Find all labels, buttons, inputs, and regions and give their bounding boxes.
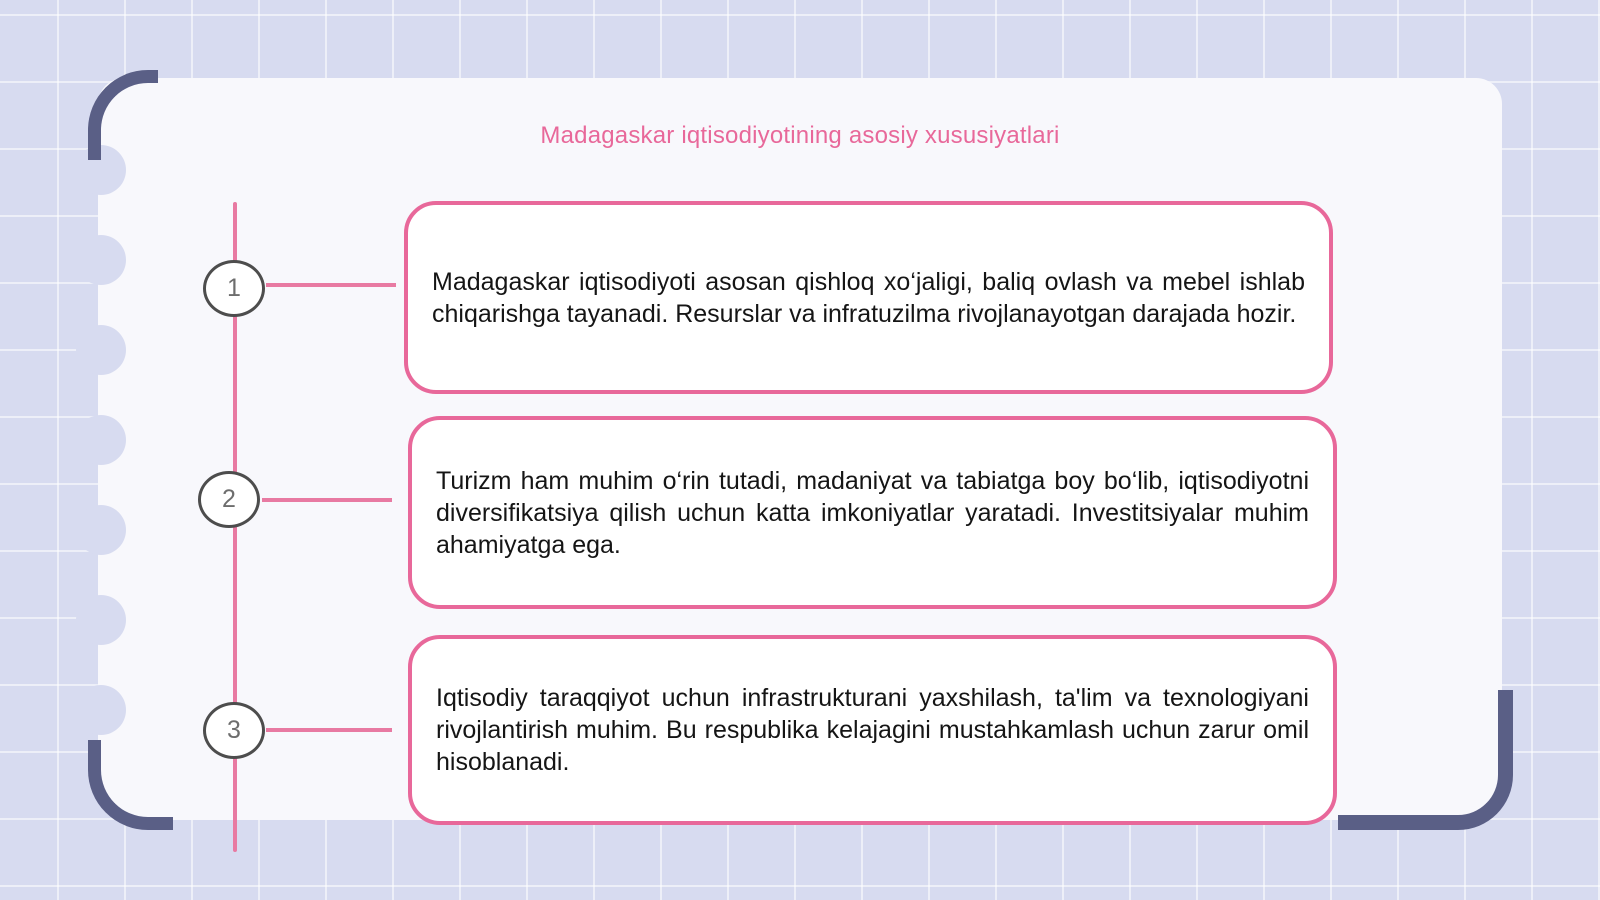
text-box-2 xyxy=(408,416,1337,609)
timeline-connector xyxy=(262,498,392,502)
card-edge-notch xyxy=(76,685,126,735)
text-box-content: Madagaskar iqtisodiyoti asosan qishloq xo‘jaligi, baliq ovlash va mebel ishlab chiqarishga tayanadi. Resurslar va infratuzilma rivojlanayotgan darajada hozir. xyxy=(432,267,1305,328)
frame-corner-bottom-left xyxy=(88,740,173,830)
card-edge-notch xyxy=(76,235,126,285)
text-box-3 xyxy=(408,635,1337,825)
timeline-node-3: 3 xyxy=(203,702,265,759)
card-edge-notch xyxy=(76,325,126,375)
card-edge-notch xyxy=(76,505,126,555)
card-edge-notch xyxy=(76,415,126,465)
text-box-content: Iqtisodiy taraqqiyot uchun infrastrukturani yaxshilash, ta'lim va texnologiyani rivojlantirish muhim. Bu respublika kelajagini mustahkamlash uchun zarur omil hisoblanadi. xyxy=(436,684,1309,776)
timeline-node-1: 1 xyxy=(203,260,265,317)
slide-title: Madagaskar iqtisodiyotining asosiy xususiyatlari xyxy=(540,122,1060,149)
timeline-node-2: 2 xyxy=(198,471,260,528)
timeline-connector xyxy=(266,728,392,732)
card-edge-notch xyxy=(76,595,126,645)
frame-corner-bottom-right xyxy=(1338,690,1513,830)
text-box-content: Turizm ham muhim o‘rin tutadi, madaniyat va tabiatga boy bo‘lib, iqtisodiyotni diversifikatsiya qilish uchun katta imkoniyatlar yaratadi. Investitsiyalar muhim ahamiyatga ega. xyxy=(436,466,1309,559)
timeline-connector xyxy=(266,283,396,287)
text-box-1 xyxy=(404,201,1333,394)
